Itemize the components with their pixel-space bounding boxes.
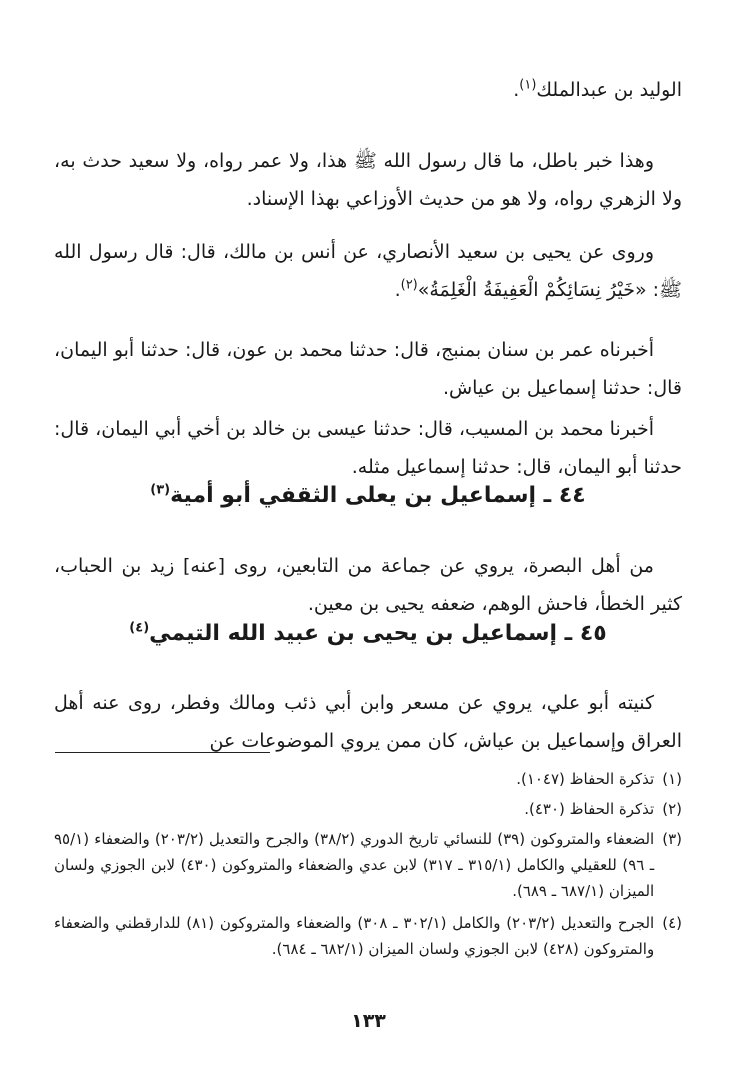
footnote-marker-2[interactable]: (٢) [400,277,418,293]
paragraph-isnad-1: أخبرناه عمر بن سنان بمنبج، قال: حدثنا محمد بن عون، قال: حدثنا أبو اليمان، قال: حدثنا إسماعيل بن عياش. [54,339,682,399]
entry-heading-44-text: ٤٤ ـ إسماعيل بن يعلى الثقفي أبو أمية [170,483,586,508]
footnote-3 [54,826,682,904]
entry-heading-45 [54,614,682,654]
footnote-number: (٤) [662,914,682,932]
opening-line [54,71,682,109]
footnote-marker-4[interactable]: (٤) [129,620,150,636]
footnote-1 [54,766,682,792]
hadith-text: وروى عن يحيى بن سعيد الأنصاري، عن أنس بن مالك، قال: قال رسول الله ﷺ: «خَيْرُ نِسَائِكُمْ الْعَفِيفَةُ الْغَلِمَةُ» [54,241,682,301]
page-number: ١٣٣ [351,1010,386,1032]
footnote-text: تذكرة الحفاظ (٤٣٠). [524,800,655,818]
opening-line-text: الوليد بن عبدالملك [536,79,682,101]
footnote-number: (١) [662,770,682,788]
footnote-text: الضعفاء والمتروكون (٣٩) للنسائي تاريخ الدوري (٣٨/٢) والجرح والتعديل (٢٠٣/٢) والضعفاء (٩٥/١ ـ ٩٦) للعقيلي والكامل (٣١٥/١ ـ ٣١٧) لابن عدي والضعفاء والمتروكون (٤٣٠) لابن الجوزي ولسان الميزان (٦٨٧/١ ـ ٦٨٩). [54,830,655,900]
footnote-4 [54,910,682,962]
footnote-text: تذكرة الحفاظ (١٠٤٧). [516,770,655,788]
paragraph-isnad-2: أخبرنا محمد بن المسيب، قال: حدثنا عيسى بن خالد بن أخي أبي اليمان، قال: حدثنا أبو اليمان، قال: حدثنا إسماعيل مثله. [54,418,682,478]
entry-heading-44 [54,476,682,516]
footnote-text: الجرح والتعديل (٢٠٣/٢) والكامل (٣٠٢/١ ـ ٣٠٨) والضعفاء والمتروكون (٨١) للدارقطني والضعفاء والمتروكون (٤٢٨) لابن الجوزي ولسان الميزان (٦٨٢/١ ـ ٦٨٤). [54,914,655,958]
footnote-number: (٢) [662,800,682,818]
hadith-text-end: . [394,279,401,301]
opening-line-end: . [513,79,520,101]
paragraph-hadith-text [54,233,682,309]
paragraph-entry-44: من أهل البصرة، يروي عن جماعة من التابعين، روى [عنه] زيد بن الحباب، كثير الخطأ، فاحش الوهم، ضعفه يحيى بن معين. [54,555,682,615]
footnote-number: (٣) [662,830,682,848]
footnote-marker-3[interactable]: (٣) [150,482,171,498]
footnote-divider [55,752,270,753]
paragraph-hadith-judgement: وهذا خبر باطل، ما قال رسول الله ﷺ هذا، ولا عمر رواه، ولا سعيد حدث به، ولا الزهري رواه، ولا هو من حديث الأوزاعي بهذا الإسناد. [54,150,682,210]
entry-heading-45-text: ٤٥ ـ إسماعيل بن يحيى بن عبيد الله التيمي [149,621,607,646]
paragraph-entry-45: كنيته أبو علي، يروي عن مسعر وابن أبي ذئب ومالك وفطر، روى عنه أهل العراق وإسماعيل بن عياش، كان ممن يروي الموضوعات عن [54,692,682,752]
footnote-marker-1[interactable]: (١) [519,77,537,93]
footnote-2 [54,796,682,822]
